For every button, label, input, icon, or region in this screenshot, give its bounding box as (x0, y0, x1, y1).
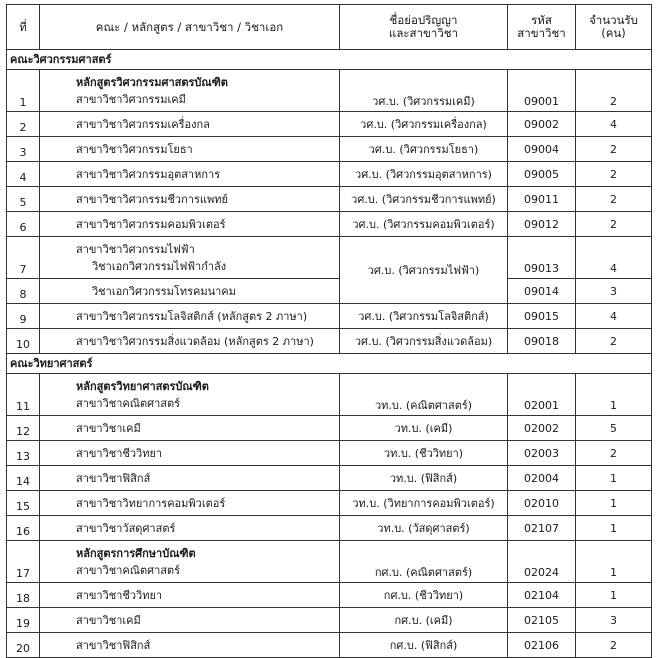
row-no: 7 (7, 237, 40, 279)
table-row (7, 304, 652, 329)
row-code: 02106 (508, 633, 576, 658)
header-no: ที่ (7, 5, 40, 50)
row-code: 09015 (508, 304, 576, 329)
row-name: สาขาวิชาวิศวกรรมเครื่องกล (40, 112, 340, 137)
row-qty: 4 (576, 112, 652, 137)
row-degree: วศ.บ. (วิศวกรรมโลจิสติกส์) (340, 304, 508, 329)
row-code: 09002 (508, 112, 576, 137)
row-name: สาขาวิชาวิศวกรรมโยธา (40, 137, 340, 162)
row-qty: 1 (576, 374, 652, 416)
row-no: 16 (7, 516, 40, 541)
row-code: 09011 (508, 187, 576, 212)
table-row (7, 583, 652, 608)
row-qty: 2 (576, 329, 652, 354)
row-no: 4 (7, 162, 40, 187)
major-name: สาขาวิชาวิศวกรรมไฟฟ้า (76, 242, 195, 256)
row-qty: 3 (576, 279, 652, 304)
row-qty: 5 (576, 416, 652, 441)
row-degree: วท.บ. (ฟิสิกส์) (340, 466, 508, 491)
row-no: 11 (7, 374, 40, 416)
row-code: 02003 (508, 441, 576, 466)
row-name (40, 70, 340, 112)
specialization-name: วิชาเอกวิศวกรรมไฟฟ้ากำลัง (92, 259, 227, 273)
row-name: สาขาวิชาวิศวกรรมโลจิสติกส์ (หลักสูตร 2 ภาษา) (40, 304, 340, 329)
row-no: 13 (7, 441, 40, 466)
row-qty: 1 (576, 583, 652, 608)
row-qty: 2 (576, 441, 652, 466)
row-degree: วศ.บ. (วิศวกรรมไฟฟ้า) (340, 237, 508, 304)
table-row (7, 212, 652, 237)
table-row (7, 237, 652, 279)
row-code: 02001 (508, 374, 576, 416)
row-name: สาขาวิชาชีววิทยา (40, 441, 340, 466)
row-degree: วท.บ. (ชีววิทยา) (340, 441, 508, 466)
row-qty: 1 (576, 466, 652, 491)
row-name: วิชาเอกวิศวกรรมโทรคมนาคม (40, 279, 340, 304)
row-qty: 2 (576, 137, 652, 162)
row-code: 09004 (508, 137, 576, 162)
row-name: สาขาวิชาชีววิทยา (40, 583, 340, 608)
row-degree: วท.บ. (วัสดุศาสตร์) (340, 516, 508, 541)
row-no: 12 (7, 416, 40, 441)
header-qty: จำนวนรับ (คน) (576, 5, 652, 50)
table-row (7, 416, 652, 441)
row-name: สาขาวิชาฟิสิกส์ (40, 466, 340, 491)
table-row (7, 329, 652, 354)
program-name: หลักสูตรการศึกษาบัณฑิต (76, 546, 196, 560)
table-row (7, 516, 652, 541)
table-row (7, 162, 652, 187)
row-no: 17 (7, 541, 40, 583)
header-name: คณะ / หลักสูตร / สาขาวิชา / วิชาเอก (40, 5, 340, 50)
row-no: 3 (7, 137, 40, 162)
faculty-name: คณะวิทยาศาสตร์ (7, 354, 652, 374)
header-degree: ชื่อย่อปริญญา และสาขาวิชา (340, 5, 508, 50)
table-row (7, 441, 652, 466)
row-code: 02004 (508, 466, 576, 491)
header-code: รหัส สาขาวิชา (508, 5, 576, 50)
row-no: 19 (7, 608, 40, 633)
row-name: สาขาวิชาวิศวกรรมชีวการแพทย์ (40, 187, 340, 212)
row-no: 18 (7, 583, 40, 608)
major-name: สาขาวิชาวิศวกรรมเคมี (76, 92, 186, 106)
table-row (7, 187, 652, 212)
row-degree: กศ.บ. (ฟิสิกส์) (340, 633, 508, 658)
row-no: 15 (7, 491, 40, 516)
row-name: สาขาวิชาเคมี (40, 416, 340, 441)
row-degree: วศ.บ. (วิศวกรรมชีวการแพทย์) (340, 187, 508, 212)
row-code: 02024 (508, 541, 576, 583)
row-no: 14 (7, 466, 40, 491)
table-row (7, 279, 652, 304)
row-degree: วศ.บ. (วิศวกรรมอุตสาหการ) (340, 162, 508, 187)
row-code: 09012 (508, 212, 576, 237)
table-row (7, 112, 652, 137)
row-name: สาขาวิชาวิศวกรรมสิ่งแวดล้อม (หลักสูตร 2 ภาษา) (40, 329, 340, 354)
row-code: 09018 (508, 329, 576, 354)
row-degree: กศ.บ. (คณิตศาสตร์) (340, 541, 508, 583)
faculty-row-science (7, 354, 652, 374)
row-qty: 2 (576, 212, 652, 237)
row-qty: 4 (576, 304, 652, 329)
row-no: 2 (7, 112, 40, 137)
row-degree: วศ.บ. (วิศวกรรมคอมพิวเตอร์) (340, 212, 508, 237)
faculty-name: คณะวิศวกรรมศาสตร์ (7, 50, 652, 70)
table-row (7, 70, 652, 112)
row-no: 1 (7, 70, 40, 112)
row-no: 9 (7, 304, 40, 329)
row-qty: 3 (576, 608, 652, 633)
row-code: 09013 (508, 237, 576, 279)
row-no: 20 (7, 633, 40, 658)
row-degree: วท.บ. (เคมี) (340, 416, 508, 441)
row-name: สาขาวิชาวิศวกรรมอุตสาหการ (40, 162, 340, 187)
table-row (7, 137, 652, 162)
row-qty: 2 (576, 162, 652, 187)
row-name: สาขาวิชาเคมี (40, 608, 340, 633)
row-degree: วท.บ. (คณิตศาสตร์) (340, 374, 508, 416)
row-qty: 2 (576, 633, 652, 658)
table-row (7, 491, 652, 516)
row-qty: 1 (576, 516, 652, 541)
row-code: 02105 (508, 608, 576, 633)
program-name: หลักสูตรวิทยาศาสตรบัณฑิต (76, 379, 209, 393)
table-row (7, 633, 652, 658)
row-degree: วท.บ. (วิทยาการคอมพิวเตอร์) (340, 491, 508, 516)
table-row (7, 541, 652, 583)
row-qty: 4 (576, 237, 652, 279)
major-name: สาขาวิชาคณิตศาสตร์ (76, 396, 181, 410)
row-no: 6 (7, 212, 40, 237)
row-code: 02002 (508, 416, 576, 441)
row-qty: 1 (576, 491, 652, 516)
row-code: 09014 (508, 279, 576, 304)
row-degree: วศ.บ. (วิศวกรรมเครื่องกล) (340, 112, 508, 137)
row-code: 09005 (508, 162, 576, 187)
row-degree: วศ.บ. (วิศวกรรมสิ่งแวดล้อม) (340, 329, 508, 354)
row-degree: กศ.บ. (เคมี) (340, 608, 508, 633)
admission-quota-table (6, 4, 652, 658)
row-qty: 2 (576, 70, 652, 112)
major-name: สาขาวิชาคณิตศาสตร์ (76, 563, 181, 577)
row-code: 02107 (508, 516, 576, 541)
faculty-row-engineering (7, 50, 652, 70)
table-row (7, 608, 652, 633)
row-degree: วศ.บ. (วิศวกรรมโยธา) (340, 137, 508, 162)
row-name (40, 237, 340, 279)
program-name: หลักสูตรวิศวกรรมศาสตรบัณฑิต (76, 75, 228, 89)
row-name: สาขาวิชาวิทยาการคอมพิวเตอร์ (40, 491, 340, 516)
table-header-row (7, 5, 652, 50)
row-no: 10 (7, 329, 40, 354)
row-degree: กศ.บ. (ชีววิทยา) (340, 583, 508, 608)
row-code: 09001 (508, 70, 576, 112)
table-row (7, 374, 652, 416)
row-name: สาขาวิชาฟิสิกส์ (40, 633, 340, 658)
row-name (40, 541, 340, 583)
row-no: 8 (7, 279, 40, 304)
row-degree: วศ.บ. (วิศวกรรมเคมี) (340, 70, 508, 112)
row-code: 02010 (508, 491, 576, 516)
row-code: 02104 (508, 583, 576, 608)
row-qty: 1 (576, 541, 652, 583)
row-no: 5 (7, 187, 40, 212)
table-row (7, 466, 652, 491)
row-name (40, 374, 340, 416)
row-name: สาขาวิชาวิศวกรรมคอมพิวเตอร์ (40, 212, 340, 237)
row-qty: 2 (576, 187, 652, 212)
row-name: สาขาวิชาวัสดุศาสตร์ (40, 516, 340, 541)
